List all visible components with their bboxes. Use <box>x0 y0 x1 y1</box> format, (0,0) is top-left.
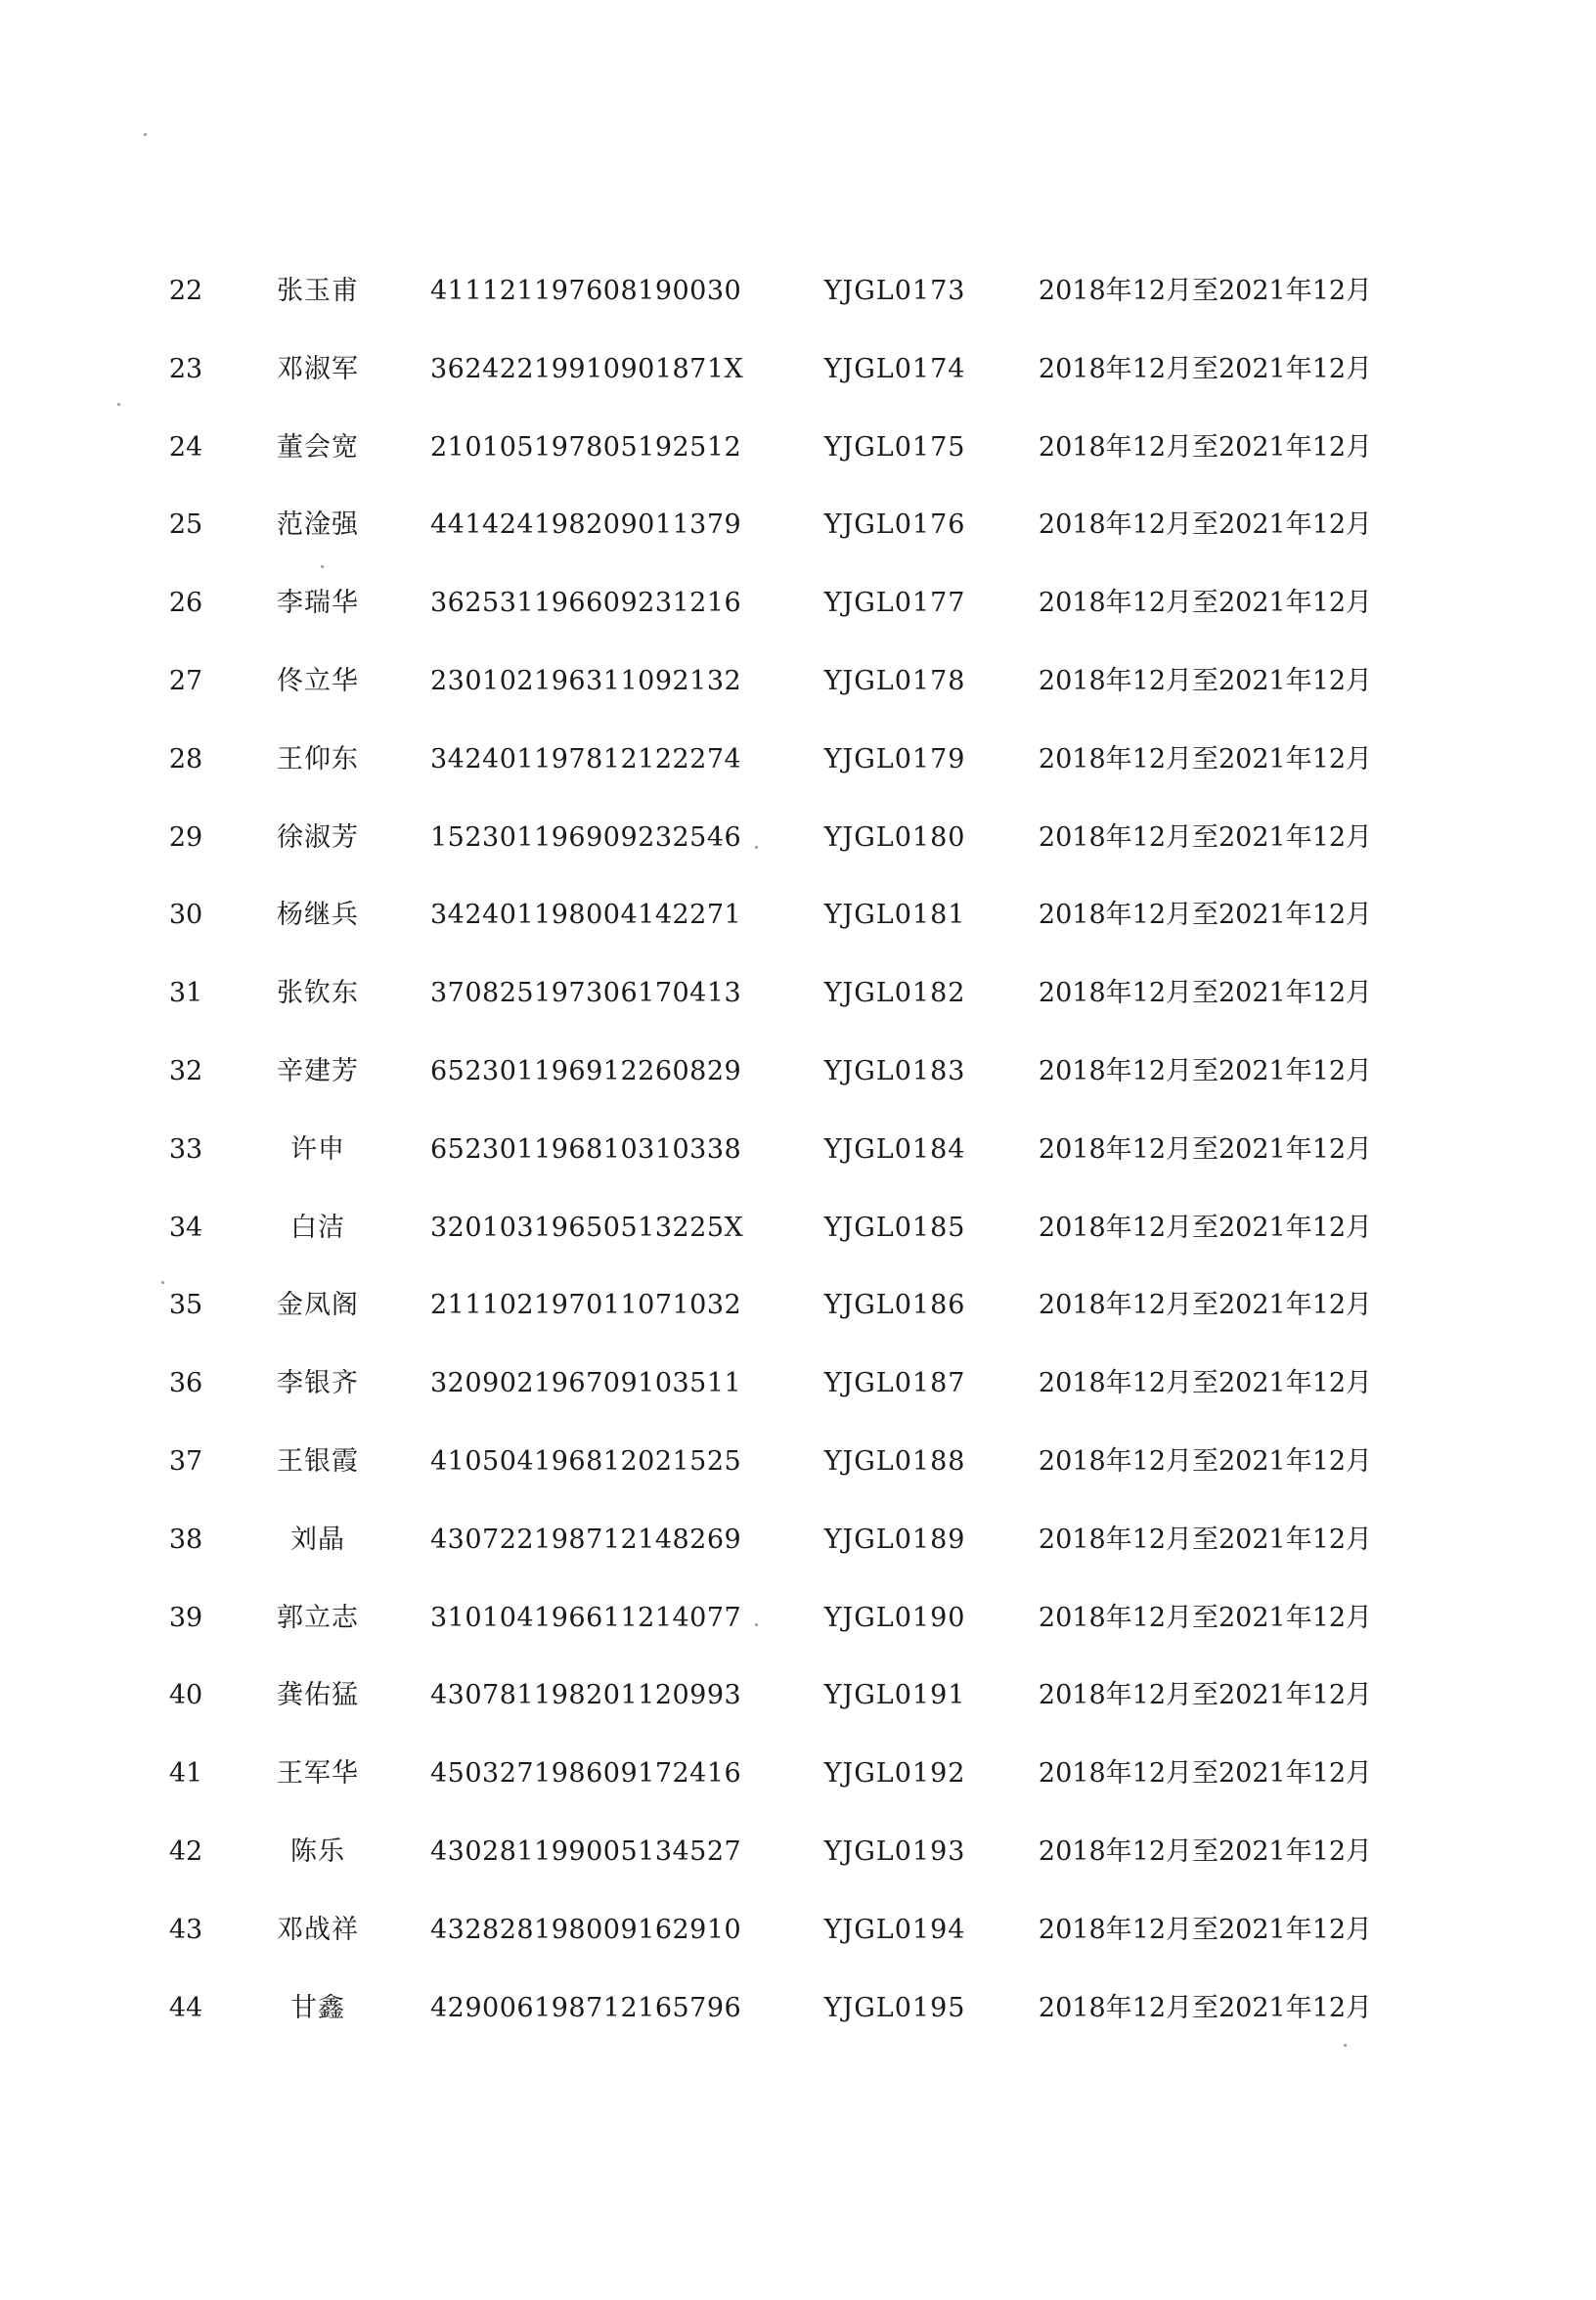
validity-period: 2018年12月至2021年12月 <box>1038 1914 1373 1945</box>
person-name: 邓战祥 <box>277 1914 359 1945</box>
validity-period: 2018年12月至2021年12月 <box>1038 1836 1373 1867</box>
person-name: 陈乐 <box>290 1836 345 1867</box>
table-row <box>147 888 1379 966</box>
table-row <box>147 1981 1379 2059</box>
person-name: 刘晶 <box>290 1524 345 1555</box>
person-name: 佟立华 <box>277 665 359 696</box>
validity-period: 2018年12月至2021年12月 <box>1038 665 1373 696</box>
validity-period: 2018年12月至2021年12月 <box>1038 1055 1373 1086</box>
row-number: 44 <box>168 1992 203 2023</box>
id-number: 210105197805192512 <box>430 431 742 463</box>
person-name: 张钦东 <box>277 978 359 1009</box>
certificate-code: YJGL0195 <box>823 1992 966 2023</box>
id-number: 410504196812021525 <box>430 1445 742 1477</box>
person-name: 张玉甫 <box>277 276 359 306</box>
id-number: 430281199005134527 <box>430 1836 742 1867</box>
validity-period: 2018年12月至2021年12月 <box>1038 431 1373 463</box>
validity-period: 2018年12月至2021年12月 <box>1038 509 1373 541</box>
row-number: 25 <box>168 509 203 541</box>
table-row <box>147 654 1379 732</box>
row-number: 41 <box>168 1758 203 1790</box>
table-row <box>147 342 1379 420</box>
validity-period: 2018年12月至2021年12月 <box>1038 900 1373 931</box>
certificate-code: YJGL0189 <box>823 1524 966 1555</box>
table-row <box>147 966 1379 1044</box>
validity-period: 2018年12月至2021年12月 <box>1038 1992 1373 2023</box>
table-row <box>147 1201 1379 1279</box>
person-name: 王军华 <box>277 1758 359 1790</box>
table-row <box>147 1278 1379 1356</box>
id-number: 342401198004142271 <box>430 900 742 931</box>
person-name: 范淦强 <box>277 509 359 541</box>
row-number: 24 <box>168 431 203 463</box>
table-row <box>147 1044 1379 1123</box>
person-name: 李银齐 <box>277 1368 359 1399</box>
row-number: 26 <box>168 588 203 619</box>
id-number: 450327198609172416 <box>430 1758 742 1790</box>
person-name: 李瑞华 <box>277 588 359 619</box>
scan-speck <box>321 565 324 568</box>
certificate-code: YJGL0179 <box>823 743 966 774</box>
table-row <box>147 1123 1379 1201</box>
row-number: 36 <box>168 1368 203 1399</box>
id-number: 370825197306170413 <box>430 978 742 1009</box>
certificate-code: YJGL0188 <box>823 1445 966 1477</box>
table-row <box>147 576 1379 654</box>
person-name: 董会宽 <box>277 431 359 463</box>
scan-speck <box>161 1281 164 1284</box>
table-row <box>147 420 1379 499</box>
validity-period: 2018年12月至2021年12月 <box>1038 1680 1373 1711</box>
row-number: 38 <box>168 1524 203 1555</box>
row-number: 27 <box>168 665 203 696</box>
certificate-code: YJGL0181 <box>823 900 966 931</box>
validity-period: 2018年12月至2021年12月 <box>1038 276 1373 306</box>
certificate-code: YJGL0185 <box>823 1212 966 1243</box>
id-number: 342401197812122274 <box>430 743 742 774</box>
validity-period: 2018年12月至2021年12月 <box>1038 821 1373 853</box>
row-number: 30 <box>168 900 203 931</box>
certificate-code: YJGL0178 <box>823 665 966 696</box>
id-number: 320902196709103511 <box>430 1368 742 1399</box>
certificate-code: YJGL0187 <box>823 1368 966 1399</box>
id-number: 36242219910901871X <box>430 353 744 384</box>
id-number: 152301196909232546 <box>430 821 742 853</box>
table-row <box>147 1435 1379 1513</box>
certificate-code: YJGL0183 <box>823 1055 966 1086</box>
id-number: 432828198009162910 <box>430 1914 742 1945</box>
certificate-code: YJGL0180 <box>823 821 966 853</box>
scan-speck <box>144 133 147 136</box>
person-name: 王仰东 <box>277 743 359 774</box>
validity-period: 2018年12月至2021年12月 <box>1038 978 1373 1009</box>
row-number: 33 <box>168 1133 203 1165</box>
id-number: 230102196311092132 <box>430 665 742 696</box>
certificate-code: YJGL0186 <box>823 1290 966 1321</box>
validity-period: 2018年12月至2021年12月 <box>1038 1368 1373 1399</box>
row-number: 31 <box>168 978 203 1009</box>
row-number: 35 <box>168 1290 203 1321</box>
person-name: 王银霞 <box>277 1445 359 1477</box>
table-row <box>147 1668 1379 1747</box>
scan-speck <box>755 1623 758 1626</box>
certificate-code: YJGL0193 <box>823 1836 966 1867</box>
row-number: 42 <box>168 1836 203 1867</box>
person-name: 邓淑军 <box>277 353 359 384</box>
certificate-code: YJGL0177 <box>823 588 966 619</box>
validity-period: 2018年12月至2021年12月 <box>1038 1290 1373 1321</box>
row-number: 28 <box>168 743 203 774</box>
table-row <box>147 732 1379 811</box>
validity-period: 2018年12月至2021年12月 <box>1038 743 1373 774</box>
person-name: 徐淑芳 <box>277 821 359 853</box>
id-number: 310104196611214077 <box>430 1602 742 1633</box>
id-number: 441424198209011379 <box>430 509 742 541</box>
scan-speck <box>117 403 120 406</box>
id-number: 411121197608190030 <box>430 276 742 306</box>
validity-period: 2018年12月至2021年12月 <box>1038 1524 1373 1555</box>
row-number: 23 <box>168 353 203 384</box>
table-row <box>147 1747 1379 1825</box>
row-number: 22 <box>168 276 203 306</box>
id-number: 430722198712148269 <box>430 1524 742 1555</box>
table-row <box>147 1356 1379 1435</box>
validity-period: 2018年12月至2021年12月 <box>1038 1602 1373 1633</box>
row-number: 39 <box>168 1602 203 1633</box>
scan-speck <box>1344 2044 1347 2047</box>
certificate-code: YJGL0191 <box>823 1680 966 1711</box>
table-row <box>147 811 1379 889</box>
row-number: 29 <box>168 821 203 853</box>
certificate-code: YJGL0192 <box>823 1758 966 1790</box>
validity-period: 2018年12月至2021年12月 <box>1038 588 1373 619</box>
row-number: 43 <box>168 1914 203 1945</box>
table-row <box>147 498 1379 576</box>
person-name: 龚佑猛 <box>277 1680 359 1711</box>
certificate-code: YJGL0182 <box>823 978 966 1009</box>
table-row <box>147 1513 1379 1591</box>
validity-period: 2018年12月至2021年12月 <box>1038 1133 1373 1165</box>
certificate-code: YJGL0190 <box>823 1602 966 1633</box>
id-number: 652301196810310338 <box>430 1133 742 1165</box>
id-number: 211102197011071032 <box>430 1290 742 1321</box>
scan-speck <box>755 846 758 849</box>
certificate-code: YJGL0176 <box>823 509 966 541</box>
validity-period: 2018年12月至2021年12月 <box>1038 1445 1373 1477</box>
table-row <box>147 1591 1379 1669</box>
id-number: 429006198712165796 <box>430 1992 742 2023</box>
id-number: 32010319650513225X <box>430 1212 744 1243</box>
id-number: 430781198201120993 <box>430 1680 742 1711</box>
person-name: 辛建芳 <box>277 1055 359 1086</box>
certificate-code: YJGL0184 <box>823 1133 966 1165</box>
certificate-code: YJGL0173 <box>823 276 966 306</box>
id-number: 362531196609231216 <box>430 588 742 619</box>
certificate-code: YJGL0194 <box>823 1914 966 1945</box>
person-name: 杨继兵 <box>277 900 359 931</box>
table-row <box>147 1903 1379 1981</box>
row-number: 37 <box>168 1445 203 1477</box>
validity-period: 2018年12月至2021年12月 <box>1038 1758 1373 1790</box>
person-name: 郭立志 <box>277 1602 359 1633</box>
row-number: 40 <box>168 1680 203 1711</box>
roster-table <box>147 264 1379 2058</box>
person-name: 甘鑫 <box>290 1992 345 2023</box>
id-number: 652301196912260829 <box>430 1055 742 1086</box>
row-number: 32 <box>168 1055 203 1086</box>
person-name: 金凤阁 <box>277 1290 359 1321</box>
validity-period: 2018年12月至2021年12月 <box>1038 353 1373 384</box>
table-row <box>147 264 1379 342</box>
certificate-code: YJGL0175 <box>823 431 966 463</box>
person-name: 许申 <box>290 1133 345 1165</box>
table-row <box>147 1825 1379 1903</box>
row-number: 34 <box>168 1212 203 1243</box>
certificate-code: YJGL0174 <box>823 353 966 384</box>
person-name: 白洁 <box>290 1212 345 1243</box>
validity-period: 2018年12月至2021年12月 <box>1038 1212 1373 1243</box>
